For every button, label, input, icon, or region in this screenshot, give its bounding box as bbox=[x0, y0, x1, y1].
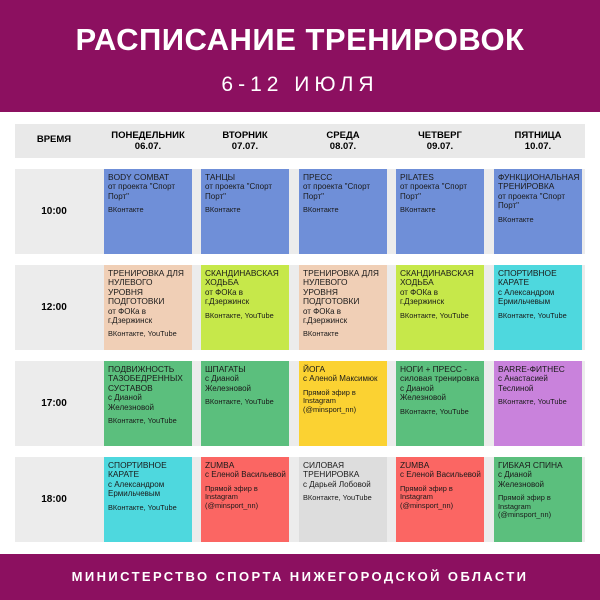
class-title: НОГИ + ПРЕСС - силовая тренировка bbox=[400, 364, 480, 384]
class-cell[interactable] bbox=[494, 457, 582, 542]
day-name: ПОНЕДЕЛЬНИК bbox=[111, 130, 185, 141]
class-cell[interactable] bbox=[299, 265, 387, 350]
class-cell[interactable] bbox=[396, 265, 484, 350]
class-title: ЙОГА bbox=[303, 364, 326, 374]
day-date: 08.07. bbox=[329, 141, 357, 152]
class-cell[interactable] bbox=[201, 169, 289, 254]
class-cell[interactable] bbox=[494, 169, 582, 254]
class-instructor: от проекта "Спорт Порт" bbox=[303, 182, 371, 201]
class-title: ZUMBA bbox=[205, 460, 235, 470]
class-instructor: с Дианой Железновой bbox=[108, 393, 155, 412]
class-platform: ВКонтакте, YouTube bbox=[205, 397, 274, 407]
class-platform: ВКонтакте, YouTube bbox=[303, 493, 372, 503]
class-title: ТРЕНИРОВКА ДЛЯ НУЛЕВОГО УРОВНЯ ПОДГОТОВКИ bbox=[303, 268, 379, 307]
class-cell[interactable] bbox=[299, 169, 387, 254]
class-platform: Прямой эфир в Instagram (@minsport_nn) bbox=[205, 483, 259, 510]
header-banner bbox=[0, 0, 600, 112]
class-cell[interactable] bbox=[299, 457, 387, 542]
day-header bbox=[494, 130, 582, 152]
class-cell[interactable] bbox=[494, 265, 582, 350]
class-platform: Прямой эфир в Instagram (@minsport_nn) bbox=[400, 483, 454, 510]
day-header bbox=[299, 130, 387, 152]
footer-banner bbox=[0, 554, 600, 600]
day-name: ЧЕТВЕРГ bbox=[418, 130, 462, 141]
time-slot: 17:00 bbox=[41, 398, 67, 409]
class-instructor: с Дианой Железновой bbox=[498, 470, 545, 489]
class-title: ПРЕСС bbox=[303, 172, 333, 182]
class-cell[interactable] bbox=[494, 361, 582, 446]
class-cell[interactable] bbox=[396, 457, 484, 542]
day-name: ПЯТНИЦА bbox=[514, 130, 562, 141]
class-cell[interactable] bbox=[396, 169, 484, 254]
class-platform: ВКонтакте, YouTube bbox=[108, 502, 177, 512]
class-instructor: с Дианой Железновой bbox=[400, 383, 447, 403]
day-date: 07.07. bbox=[231, 141, 259, 152]
day-name: СРЕДА bbox=[326, 130, 360, 141]
class-instructor: с Александром Ермильчевым bbox=[498, 287, 555, 307]
class-title: СПОРТИВНОЕ КАРАТЕ bbox=[108, 460, 167, 480]
day-date: 06.07. bbox=[134, 141, 162, 152]
class-instructor: с Еленой Васильевой bbox=[400, 470, 481, 480]
class-instructor: с Еленой Васильевой bbox=[205, 470, 286, 480]
class-platform: ВКонтакте bbox=[303, 329, 339, 339]
class-title: ZUMBA bbox=[400, 460, 430, 470]
time-slot: 12:00 bbox=[41, 302, 67, 313]
class-instructor: от проекта "Спорт Порт" bbox=[400, 182, 468, 201]
date-range: 6-12 ИЮЛЯ bbox=[221, 73, 379, 96]
class-platform: Прямой эфир в Instagram (@minsport_nn) bbox=[303, 387, 357, 414]
class-instructor: от ФОКа в г.Дзержинск bbox=[303, 306, 348, 326]
class-platform: ВКонтакте bbox=[303, 205, 339, 215]
day-header bbox=[104, 130, 192, 152]
day-date: 09.07. bbox=[426, 141, 454, 152]
class-instructor: с Дианой Железновой bbox=[205, 374, 252, 393]
class-instructor: от ФОКа в г.Дзержинск bbox=[205, 287, 250, 307]
class-title: BARRE-ФИТНЕС bbox=[498, 364, 565, 374]
class-title: ШПАГАТЫ bbox=[205, 364, 246, 374]
class-title: PILATES bbox=[400, 172, 434, 182]
class-title: СКАНДИНАВСКАЯ ХОДЬБА bbox=[400, 268, 474, 288]
class-title: ТРЕНИРОВКА ДЛЯ НУЛЕВОГО УРОВНЯ ПОДГОТОВКИ bbox=[108, 268, 184, 307]
class-cell[interactable] bbox=[201, 265, 289, 350]
ministry-name: МИНИСТЕРСТВО СПОРТА НИЖЕГОРОДСКОЙ ОБЛАСТИ bbox=[71, 569, 529, 584]
day-header bbox=[396, 130, 484, 152]
class-cell[interactable] bbox=[299, 361, 387, 446]
class-cell[interactable] bbox=[104, 457, 192, 542]
class-platform: ВКонтакте, YouTube bbox=[400, 406, 469, 416]
class-instructor: от проекта "Спорт Порт" bbox=[108, 182, 176, 201]
class-title: СИЛОВАЯ ТРЕНИРОВКА bbox=[303, 460, 360, 480]
time-column-header: ВРЕМЯ bbox=[36, 134, 72, 145]
class-platform: ВКонтакте, YouTube bbox=[498, 310, 567, 320]
class-title: ТАНЦЫ bbox=[205, 172, 236, 182]
class-platform: ВКонтакте bbox=[108, 205, 144, 215]
class-instructor: с Александром Ермильчевым bbox=[108, 479, 165, 499]
page-title: РАСПИСАНИЕ ТРЕНИРОВОК bbox=[75, 22, 525, 57]
class-title: BODY COMBAT bbox=[108, 172, 170, 182]
class-title: ПОДВИЖНОСТЬ ТАЗОБЕДРЕННЫХ СУСТАВОВ bbox=[108, 364, 183, 393]
day-header bbox=[201, 130, 289, 152]
class-instructor: от проекта "Спорт Порт" bbox=[498, 191, 566, 211]
class-platform: ВКонтакте bbox=[400, 205, 436, 215]
class-instructor: от проекта "Спорт Порт" bbox=[205, 182, 273, 201]
class-cell[interactable] bbox=[104, 361, 192, 446]
class-cell[interactable] bbox=[104, 169, 192, 254]
class-platform: ВКонтакте, YouTube bbox=[498, 397, 567, 407]
time-slot: 10:00 bbox=[41, 206, 67, 217]
day-name: ВТОРНИК bbox=[222, 130, 268, 141]
class-cell[interactable] bbox=[201, 361, 289, 446]
class-platform: ВКонтакте, YouTube bbox=[108, 416, 177, 426]
class-title: ФУНКЦИОНАЛЬНАЯ ТРЕНИРОВКА bbox=[498, 172, 580, 192]
class-instructor: от ФОКа в г.Дзержинск bbox=[400, 287, 445, 307]
class-platform: ВКонтакте, YouTube bbox=[108, 329, 177, 339]
class-platform: Прямой эфир в Instagram (@minsport_nn) bbox=[498, 493, 552, 520]
class-platform: ВКонтакте, YouTube bbox=[400, 310, 469, 320]
class-platform: ВКонтакте bbox=[205, 205, 241, 215]
class-platform: ВКонтакте, YouTube bbox=[205, 310, 274, 320]
class-title: СКАНДИНАВСКАЯ ХОДЬБА bbox=[205, 268, 279, 288]
class-instructor: с Дарьей Лобовой bbox=[303, 479, 371, 489]
class-cell[interactable] bbox=[396, 361, 484, 446]
time-slot: 18:00 bbox=[41, 494, 67, 505]
day-date: 10.07. bbox=[524, 141, 552, 152]
class-platform: ВКонтакте bbox=[498, 214, 534, 224]
class-instructor: с Аленой Максимюк bbox=[303, 374, 378, 384]
class-instructor: с Анастасией Теслиной bbox=[498, 374, 548, 393]
class-cell[interactable] bbox=[104, 265, 192, 350]
class-instructor: от ФОКа в г.Дзержинск bbox=[108, 306, 153, 326]
class-title: ГИБКАЯ СПИНА bbox=[498, 460, 563, 470]
class-cell[interactable] bbox=[201, 457, 289, 542]
class-title: СПОРТИВНОЕ КАРАТЕ bbox=[498, 268, 557, 288]
